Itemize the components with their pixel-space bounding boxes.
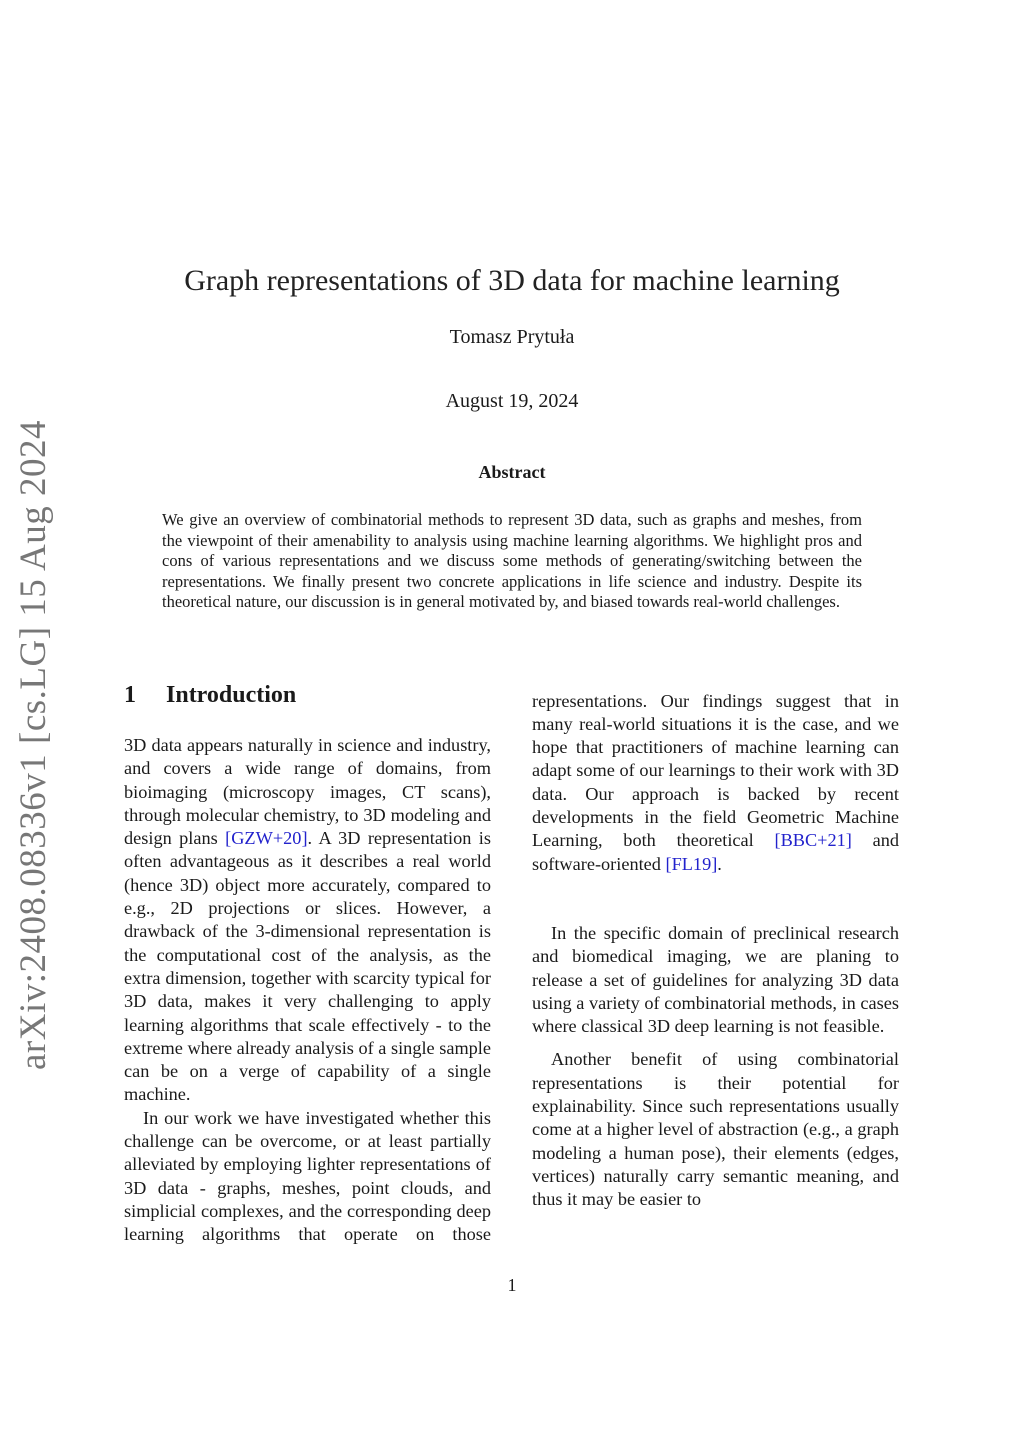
paragraph-2-continuation-window bbox=[532, 688, 899, 922]
paragraph-2-text-a-continued: representations. Our findings suggest that in many real-world situations it is the case, and we hope that practitioners of machine learning can adapt some of our learnings to their work with 3D data. Our approach is backed by recent developments in the field Geometric Machine Learning, both theoretical bbox=[532, 690, 899, 851]
paragraph-1-text-b: . A 3D representation is often advantageous as it describes a real world (hence 3D) object more accurately, compared to e.g., 2D projections or slices. However, a drawback of the 3-dimensional representation is the computational cost of the analysis, as the extra dimension, together with scarcity typical for 3D data, makes it very challenging to apply learning algorithms that scale effectively - to the extreme where already analysis of a single sample can be on a verge of capability of a single machine. bbox=[124, 828, 491, 1105]
paragraph-1-text-a: 3D data appears naturally in science and industry, and covers a wide range of domains, from bioimaging (microscopy images, CT scans), through molecular chemistry, to 3D modeling and design plans bbox=[124, 735, 491, 849]
publication-date: August 19, 2024 bbox=[445, 390, 579, 412]
paragraph-2 bbox=[124, 1107, 491, 1245]
author-name: Tomasz Prytuła bbox=[449, 326, 575, 348]
left-column bbox=[124, 682, 491, 1245]
citation-link-continued[interactable]: [FL19] bbox=[665, 853, 718, 874]
abstract-text: We give an overview of combinatorial methods to represent 3D data, such as graphs and meshes, from the viewpoint of their amenability to analysis using machine learning algorithms. We highlight pros and cons of various representations and we discuss some methods of generating/switching between the representations. We finally present two concrete applications in life science and industry. Despite its theoretical nature, our discussion is in general motivated by, and biased towards real-world challenges. bbox=[162, 510, 862, 612]
paragraph-2-text-b-continued: and software-oriented bbox=[532, 830, 899, 874]
section-heading bbox=[124, 682, 491, 712]
arxiv-identifier: arXiv:2408.08336v1 [cs.LG] 15 Aug 2024 bbox=[13, 420, 54, 1070]
abstract-heading: Abstract bbox=[478, 462, 546, 482]
section-title: Introduction bbox=[166, 682, 297, 708]
page-number: 1 bbox=[507, 1275, 517, 1295]
section-number: 1 bbox=[124, 682, 136, 708]
paragraph-2-continued bbox=[532, 688, 899, 876]
paragraph-4: Another benefit of using combinatorial representations is their potential for explainability. Since such representations usually come at a higher level of abstraction (e.g., a graph modeling a human pose), their elements (edges, vertices) naturally carry semantic meaning, and thus it may be easier to bbox=[532, 1049, 899, 1210]
paragraph-2-text-a: In our work we have investigated whether this challenge can be overcome, or at least partially alleviated by employing lighter representations of 3D data - graphs, meshes, point clouds, and simplicial complexes, and the corresponding deep learning algorithms that operate on those bbox=[124, 1107, 491, 1245]
paper-title: Graph representations of 3D data for machine learning bbox=[184, 264, 840, 297]
citation-link[interactable]: [GZW+20] bbox=[225, 828, 308, 849]
paragraph-3: In the specific domain of preclinical research and biomedical imaging, we are planing to release a set of guidelines for analyzing 3D data using a variety of combinatorial methods, in cases where classical 3D deep learning is not feasible. bbox=[532, 923, 899, 1037]
citation-link-continued[interactable]: [BBC+21] bbox=[774, 830, 852, 851]
right-column bbox=[532, 688, 899, 1212]
paragraph-1 bbox=[124, 734, 491, 1107]
paragraph-2-text-c-continued: . bbox=[717, 853, 722, 874]
